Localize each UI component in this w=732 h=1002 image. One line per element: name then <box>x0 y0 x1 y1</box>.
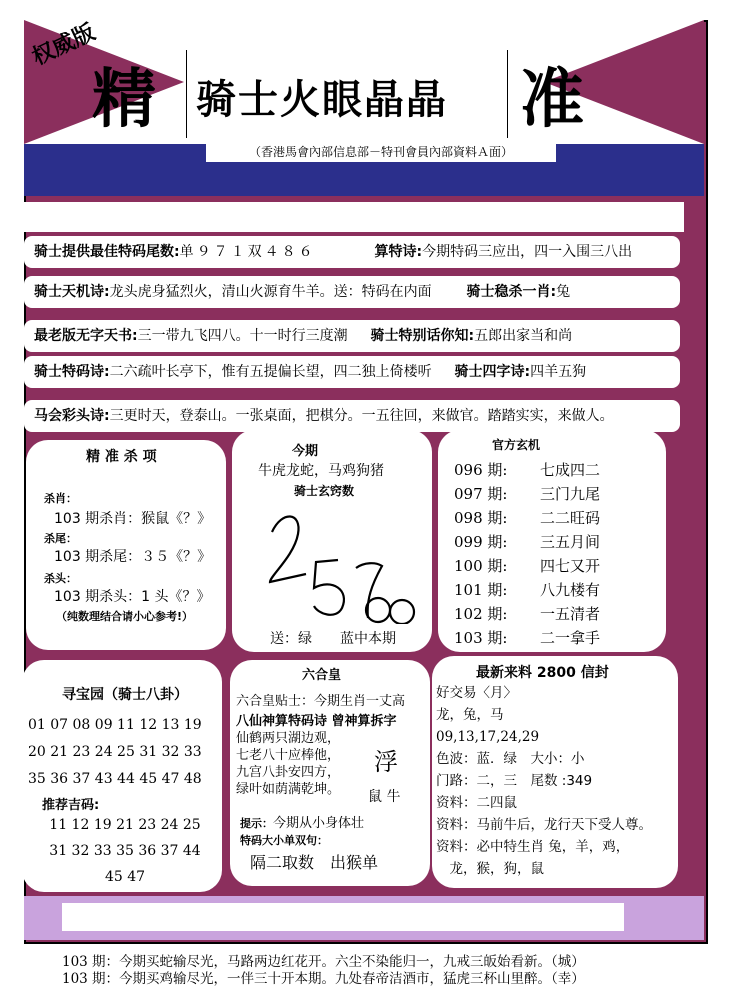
sixhe-chars: 鼠 牛 <box>368 789 401 805</box>
authority-stamp: 权威版 <box>28 19 100 71</box>
row4-label2: 骑士四字诗: <box>454 364 531 380</box>
footer-line: 103 期：今期买鸡输尽光，一伴三十开本期。九处春帝洁酒市，猛虎三杯山里醉。（幸） <box>62 971 585 987</box>
kill-note: （纯数理结合请小心参考!） <box>56 610 194 623</box>
sixhe-size-text: 隔二取数 出猴单 <box>250 853 379 872</box>
latest-line: 资料：二四鼠 <box>436 795 517 811</box>
row3-text2: 五郎出家当和尚 <box>474 328 573 344</box>
row2-text: 龙头虎身猛烈火，清山火源育牛羊。送：特码在内面 <box>109 284 432 300</box>
bottom-blank <box>62 903 624 931</box>
left-char: 精 <box>92 62 156 137</box>
history-card <box>438 430 666 652</box>
history-item: 099 期: 三五月间 <box>454 533 601 551</box>
row2-text2: 兔 <box>556 284 571 300</box>
history-item: 103 期: 二一拿手 <box>454 629 601 647</box>
history-item: 100 期: 四七又开 <box>454 557 601 575</box>
row1-label: 骑士提供最佳特码尾数: <box>34 244 180 260</box>
sixhe-tip: 六合皇贴士：今期生肖一丈高 <box>236 694 406 709</box>
latest-line: 资料：马前牛后，龙行天下受人尊。 <box>436 817 652 833</box>
history-item: 096 期: 七成四二 <box>454 461 601 479</box>
footer-line: 103 期：今期买蛇输尽光，马路两边红花开。六尘不染能归一，九戒三皈始看新。（城） <box>62 954 585 970</box>
latest-line: 门路：二，三 尾数 :349 <box>436 773 593 789</box>
row-heaven-poem <box>24 276 680 308</box>
handwritten-number <box>262 504 422 624</box>
kill-title: 精 准 杀 项 <box>86 449 157 465</box>
latest-card <box>432 656 678 888</box>
mystery-card <box>232 430 432 652</box>
row5-label: 马会彩头诗: <box>34 408 110 424</box>
poem-line: 仙鹤两只湖边观， <box>236 731 341 746</box>
lucky-row: 45 47 <box>104 869 146 885</box>
latest-line: 龙，兔，马 <box>436 707 504 723</box>
poem-line: 七老八十应棒他， <box>236 748 341 763</box>
mystery-text: 牛虎龙蛇，马鸡狗猪 <box>258 463 384 479</box>
row-horse-poem <box>24 400 680 432</box>
latest-lines <box>436 682 652 880</box>
row-special-poem <box>24 356 680 388</box>
lucky-title: 推荐吉码: <box>42 798 100 813</box>
lucky-numbers <box>40 812 210 890</box>
row3-label2: 骑士特别话你知: <box>370 328 475 344</box>
right-char: 准 <box>520 62 584 137</box>
history-item: 098 期: 二二旺码 <box>454 509 601 527</box>
sixhe-size-label: 特码大小单双句： <box>240 834 328 847</box>
poem-line: 绿叶如荫满乾坤。 <box>236 782 341 797</box>
latest-line: 龙，猴，狗，鼠 <box>436 861 544 877</box>
hint-text: 今期从小身体壮 <box>273 816 365 831</box>
treasure-row: 01 07 08 09 11 12 13 19 <box>28 717 202 733</box>
row-tail-numbers <box>24 236 680 268</box>
row4-text: 二六疏叶长亭下，惟有五提偏长望，四二独上倚楼听 <box>109 364 432 380</box>
treasure-row: 35 36 37 43 44 45 47 48 <box>28 771 202 787</box>
row2-label2: 骑士稳杀一肖: <box>466 284 557 300</box>
blank-strip <box>24 202 684 232</box>
kill-head-text: 103 期杀头：1 头《？》 <box>54 589 211 605</box>
mystery-sub: 骑士玄窍数 <box>294 484 355 498</box>
footer <box>62 954 585 988</box>
latest-line: 09,13,17,24,29 <box>436 729 540 745</box>
history-list <box>454 458 600 650</box>
page-title: 骑士火眼晶晶 <box>196 76 448 123</box>
row5-text: 三更时天，登泰山。一张桌面，把棋分。一五往回，来做官。踏踏实实，来做人。 <box>109 408 614 424</box>
history-heading: 官方玄机 <box>492 438 541 452</box>
latest-line: 色波：蓝．绿 大小：小 <box>436 751 585 767</box>
poem-line: 九宫八卦安四方， <box>236 765 341 780</box>
history-item: 101 期: 八九楼有 <box>454 581 601 599</box>
row1-text: 单９７１双４８６ <box>179 244 316 260</box>
sixhe-poem <box>236 730 340 798</box>
latest-line: 资料：必中特生肖 兔，羊，鸡， <box>436 839 630 855</box>
row4-text2: 四羊五狗 <box>530 364 587 380</box>
row3-label: 最老版无字天书: <box>34 328 138 344</box>
sixhe-hint <box>240 812 364 831</box>
row-skybook <box>24 320 680 352</box>
lucky-row: 11 12 19 21 23 24 25 <box>49 817 201 833</box>
kill-shaw-label: 杀肖： <box>44 492 77 505</box>
latest-title: 最新来料 2800 信封 <box>476 665 609 681</box>
history-item: 097 期: 三门九尾 <box>454 485 601 503</box>
treasure-row: 20 21 23 24 25 31 32 33 <box>28 744 202 760</box>
row4-label: 骑士特码诗: <box>34 364 110 380</box>
kill-tail-text: 103 期杀尾：３５《？》 <box>54 549 212 565</box>
row1-label2: 算特诗: <box>374 244 423 260</box>
sixhe-card <box>230 660 430 886</box>
kill-head-label: 杀头： <box>44 572 77 585</box>
sixhe-god-line: 八仙神算特码诗 曾神算拆字 <box>236 714 397 729</box>
hint-label: 提示： <box>240 817 273 830</box>
sixhe-big-char: 浮 <box>374 748 398 776</box>
latest-line: 好交易〈月〉 <box>436 685 517 701</box>
row3-text: 三一带九飞四八。十一时行三度潮 <box>137 328 348 344</box>
mystery-send: 送：绿 蓝中本期 <box>270 631 396 647</box>
kill-shaw-text: 103 期杀肖：猴鼠《？》 <box>54 511 212 527</box>
kill-tail-label: 杀尾： <box>44 532 77 545</box>
treasure-title: 寻宝园（骑士八卦） <box>62 687 188 703</box>
row1-text2: 今期特码三应出，四一入围三八出 <box>422 244 633 260</box>
sixhe-title: 六合皇 <box>302 668 342 683</box>
kill-card <box>26 440 226 650</box>
subtitle: （香港馬會內部信息部－特刊會員內部資料Ａ面） <box>206 142 556 162</box>
history-item: 102 期: 一五清者 <box>454 605 601 623</box>
treasure-card <box>22 660 222 892</box>
treasure-numbers <box>28 712 202 793</box>
lucky-row: 31 32 33 35 36 37 44 <box>49 843 201 859</box>
row2-label: 骑士天机诗: <box>34 284 110 300</box>
mystery-heading: 今期 <box>292 444 319 459</box>
